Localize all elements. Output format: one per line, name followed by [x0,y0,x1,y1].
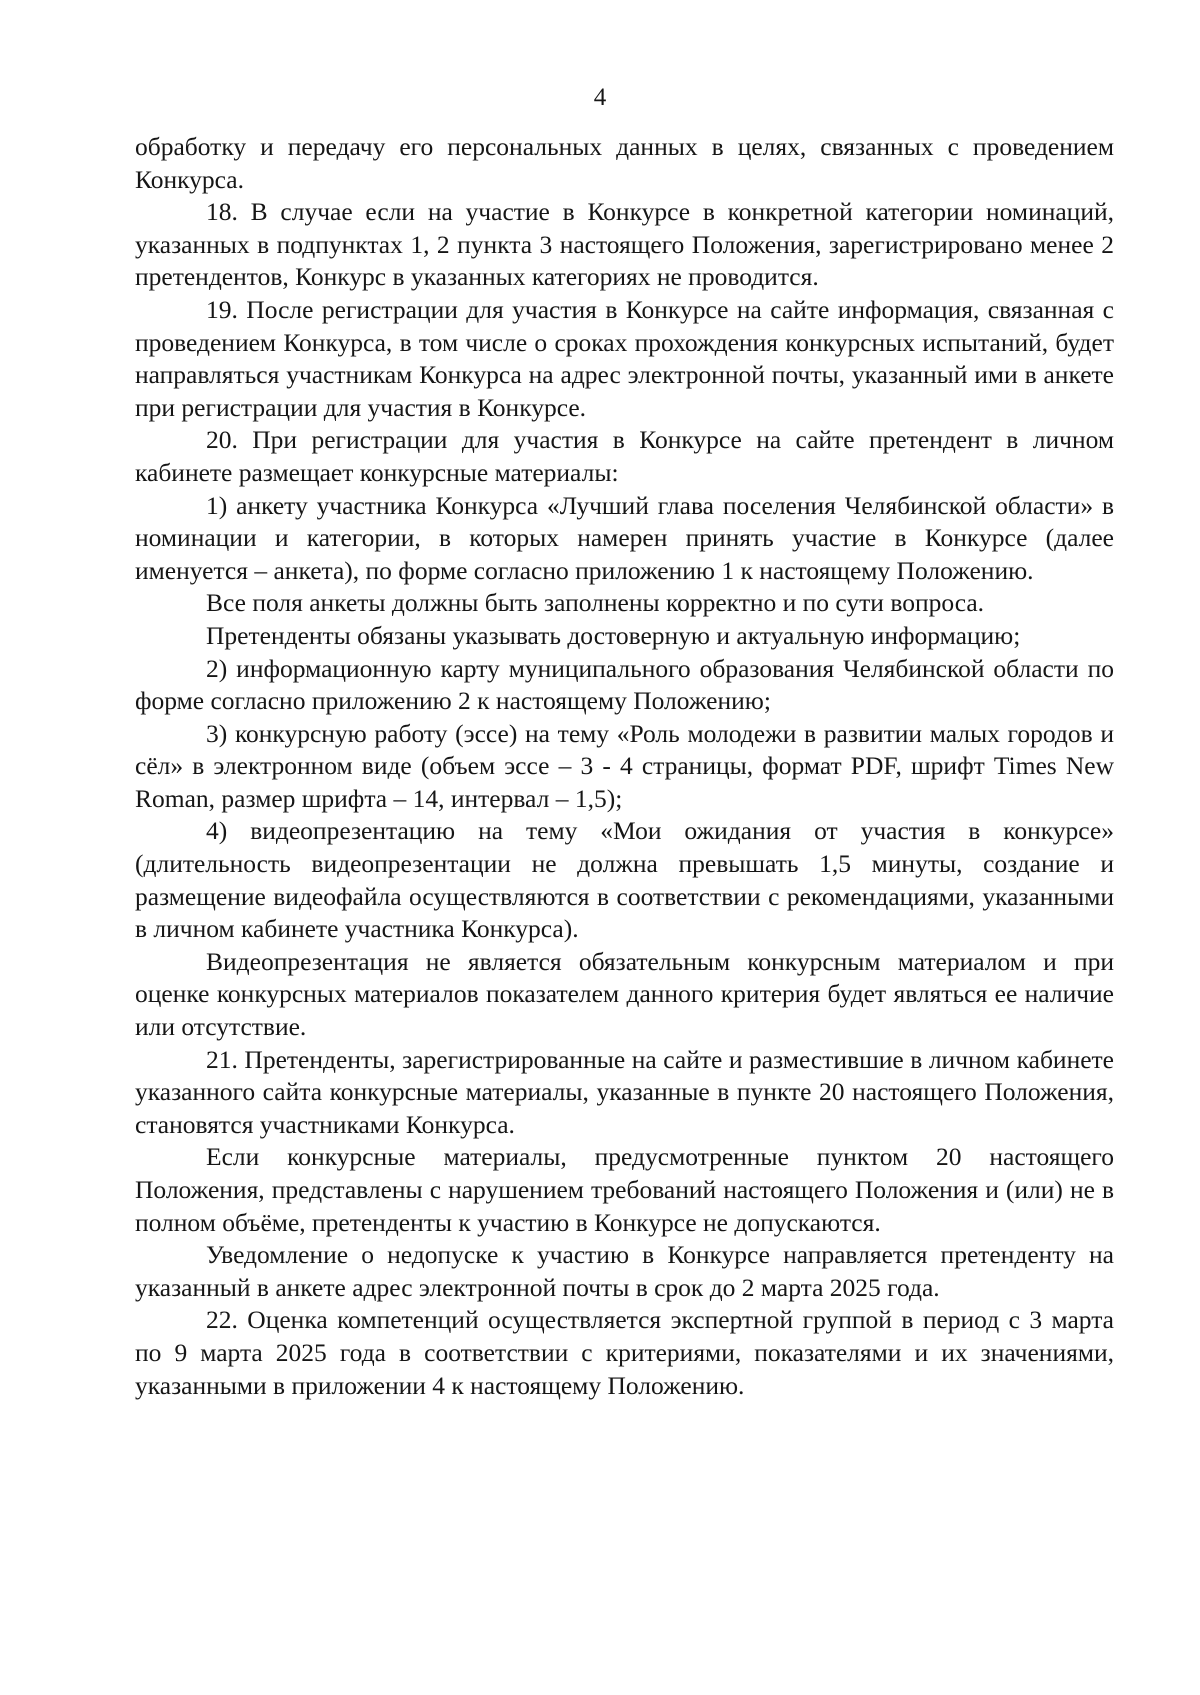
paragraph-item-20: 20. При регистрации для участия в Конкурсе на сайте претендент в личном кабинете размещает конкурсные материалы: [135,425,1114,487]
paragraph-item-19: 19. После регистрации для участия в Конкурсе на сайте информация, связанная с проведением Конкурса, в том числе о сроках прохождения конкурсных испытаний, будет направляться участникам Конкурса на адрес электронной почты, указанный ими в анкете при регистрации для участия в Конкурсе. [135,294,1114,422]
paragraph-notification: Уведомление о недопуске к участию в Конкурсе направляется претенденту на указанный в анкете адрес электронной почты в срок до 2 марта 2025 года. [135,1240,1114,1302]
paragraph-violation: Если конкурсные материалы, предусмотренные пунктом 20 настоящего Положения, представлены с нарушением требований настоящего Положения и (или) не в полном объёме, претенденты к участию в Конкурсе не допускаются. [135,1142,1114,1237]
paragraph-item-22: 22. Оценка компетенций осуществляется экспертной группой в период с 3 марта по 9 марта 2025 года в соответствии с критериями, показателями и их значениями, указанными в приложении 4 к настоящему Положению. [135,1305,1114,1400]
document-body [135,131,1114,1402]
paragraph-continuation: обработку и передачу его персональных данных в целях, связанных с проведением Конкурса. [135,132,1114,194]
paragraph-subitem-3: 3) конкурсную работу (эссе) на тему «Роль молодежи в развитии малых городов и сёл» в электронном виде (объем эссе – 3 - 4 страницы, формат PDF, шрифт Times New Roman, размер шрифта – 14, интервал – 1,5); [135,718,1114,813]
paragraph-item-21: 21. Претенденты, зарегистрированные на сайте и разместившие в личном кабинете указанного сайта конкурсные материалы, указанные в пункте 20 настоящего Положения, становятся участниками Конкурса. [135,1044,1114,1139]
paragraph-video-note: Видеопрезентация не является обязательным конкурсным материалом и при оценке конкурсных материалов показателем данного критерия будет являться ее наличие или отсутствие. [135,946,1114,1042]
paragraph-item-18: 18. В случае если на участие в Конкурсе в конкретной категории номинаций, указанных в подпунктах 1, 2 пункта 3 настоящего Положения, зарегистрировано менее 2 претендентов, Конкурс в указанных категориях не проводится. [135,197,1114,292]
paragraph-applicants-info: Претенденты обязаны указывать достоверную и актуальную информацию; [206,620,1021,650]
paragraph-subitem-4: 4) видеопрезентацию на тему «Мои ожидания от участия в конкурсе» (длительность видеопрезентации не должна превышать 1,5 минуты, создание и размещение видеофайла осуществляются в соответствии с рекомендациями, указанными в личном кабинете участника Конкурса). [135,816,1114,944]
page-number: 4 [593,84,607,111]
paragraph-subitem-1: 1) анкету участника Конкурса «Лучший глава поселения Челябинской области» в номинации и категории, в которых намерен принять участие в Конкурсе (далее именуется – анкета), по форме согласно приложению 1 к настоящему Положению. [135,490,1114,585]
paragraph-subitem-2: 2) информационную карту муниципального образования Челябинской области по форме согласно приложению 2 к настоящему Положению; [135,653,1114,716]
paragraph-form-fields: Все поля анкеты должны быть заполнены корректно и по сути вопроса. [206,588,985,618]
